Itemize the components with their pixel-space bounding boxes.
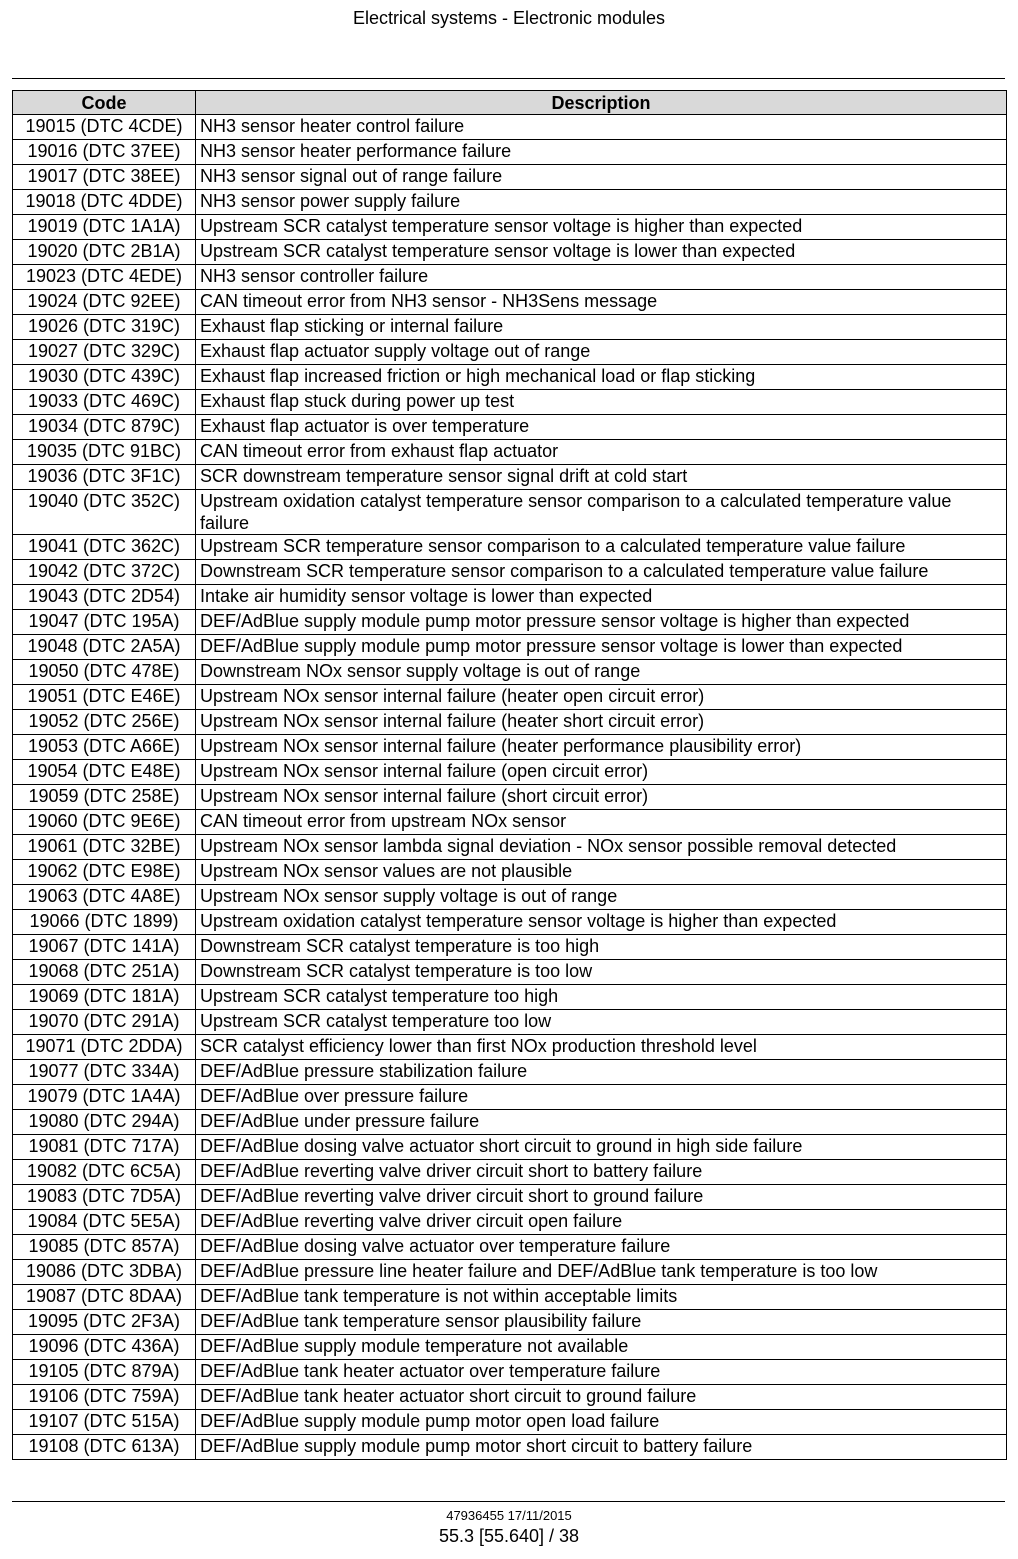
- fault-description-cell: NH3 sensor signal out of range failure: [196, 165, 1007, 190]
- fault-description-cell: CAN timeout error from exhaust flap actuator: [196, 440, 1007, 465]
- fault-description-cell: DEF/AdBlue reverting valve driver circuit short to ground failure: [196, 1185, 1007, 1210]
- table-row: [13, 935, 1007, 960]
- fault-description-cell: DEF/AdBlue under pressure failure: [196, 1110, 1007, 1135]
- fault-description-cell: Downstream SCR catalyst temperature is too low: [196, 960, 1007, 985]
- fault-code-cell: 19016 (DTC 37EE): [13, 140, 196, 165]
- page-header-title: Electrical systems - Electronic modules: [352, 8, 666, 28]
- fault-code-cell: 19047 (DTC 195A): [13, 610, 196, 635]
- table-row: [13, 535, 1007, 560]
- fault-code-cell: 19083 (DTC 7D5A): [13, 1185, 196, 1210]
- table-row: [13, 1360, 1007, 1385]
- fault-description-cell: NH3 sensor heater control failure: [196, 115, 1007, 140]
- fault-code-cell: 19105 (DTC 879A): [13, 1360, 196, 1385]
- fault-code-cell: 19087 (DTC 8DAA): [13, 1285, 196, 1310]
- table-row: [13, 1210, 1007, 1235]
- fault-code-cell: 19061 (DTC 32BE): [13, 835, 196, 860]
- fault-description-cell: SCR catalyst efficiency lower than first NOx production threshold level: [196, 1035, 1007, 1060]
- fault-code-cell: 19015 (DTC 4CDE): [13, 115, 196, 140]
- fault-code-cell: 19107 (DTC 515A): [13, 1410, 196, 1435]
- fault-code-cell: 19060 (DTC 9E6E): [13, 810, 196, 835]
- fault-code-cell: 19052 (DTC 256E): [13, 710, 196, 735]
- table-row: [13, 240, 1007, 265]
- fault-description-cell: DEF/AdBlue reverting valve driver circuit short to battery failure: [196, 1160, 1007, 1185]
- fault-description-cell: Upstream oxidation catalyst temperature sensor voltage is higher than expected: [196, 910, 1007, 935]
- fault-description-cell: DEF/AdBlue dosing valve actuator short circuit to ground in high side failure: [196, 1135, 1007, 1160]
- fault-code-cell: 19033 (DTC 469C): [13, 390, 196, 415]
- table-row: [13, 660, 1007, 685]
- fault-code-cell: 19066 (DTC 1899): [13, 910, 196, 935]
- table-row: [13, 1035, 1007, 1060]
- table-row: [13, 1185, 1007, 1210]
- table-row: [13, 885, 1007, 910]
- fault-code-cell: 19034 (DTC 879C): [13, 415, 196, 440]
- table-row: [13, 1085, 1007, 1110]
- fault-code-cell: 19071 (DTC 2DDA): [13, 1035, 196, 1060]
- fault-code-cell: 19023 (DTC 4EDE): [13, 265, 196, 290]
- table-row: [13, 490, 1007, 535]
- table-row: [13, 390, 1007, 415]
- table-row: [13, 1260, 1007, 1285]
- table-header-row: [13, 91, 1007, 115]
- table-row: [13, 315, 1007, 340]
- fault-code-cell: 19018 (DTC 4DDE): [13, 190, 196, 215]
- fault-description-cell: Exhaust flap actuator is over temperature: [196, 415, 1007, 440]
- fault-description-cell: Downstream SCR temperature sensor comparison to a calculated temperature value failure: [196, 560, 1007, 585]
- fault-code-cell: 19040 (DTC 352C): [13, 490, 196, 535]
- table-row: [13, 1410, 1007, 1435]
- header-divider: [12, 78, 1005, 79]
- fault-description-cell: Upstream NOx sensor internal failure (heater open circuit error): [196, 685, 1007, 710]
- table-row: [13, 710, 1007, 735]
- fault-description-cell: Exhaust flap increased friction or high mechanical load or flap sticking: [196, 365, 1007, 390]
- fault-code-cell: 19082 (DTC 6C5A): [13, 1160, 196, 1185]
- fault-description-cell: Upstream NOx sensor internal failure (open circuit error): [196, 760, 1007, 785]
- table-row: [13, 585, 1007, 610]
- fault-description-cell: NH3 sensor controller failure: [196, 265, 1007, 290]
- table-body: [13, 115, 1007, 1460]
- table-row: [13, 290, 1007, 315]
- fault-description-cell: DEF/AdBlue supply module pump motor pressure sensor voltage is higher than expected: [196, 610, 1007, 635]
- table-row: [13, 115, 1007, 140]
- fault-description-cell: Upstream NOx sensor internal failure (heater short circuit error): [196, 710, 1007, 735]
- table-row: [13, 610, 1007, 635]
- table-row: [13, 215, 1007, 240]
- table-row: [13, 415, 1007, 440]
- fault-code-cell: 19062 (DTC E98E): [13, 860, 196, 885]
- fault-description-cell: DEF/AdBlue pressure stabilization failure: [196, 1060, 1007, 1085]
- fault-description-cell: Upstream oxidation catalyst temperature sensor comparison to a calculated temperature value failure: [196, 490, 1007, 535]
- table-row: [13, 465, 1007, 490]
- fault-code-cell: 19017 (DTC 38EE): [13, 165, 196, 190]
- table-row: [13, 560, 1007, 585]
- table-row: [13, 165, 1007, 190]
- fault-code-cell: 19041 (DTC 362C): [13, 535, 196, 560]
- fault-description-cell: Upstream NOx sensor internal failure (short circuit error): [196, 785, 1007, 810]
- table-row: [13, 340, 1007, 365]
- fault-code-cell: 19077 (DTC 334A): [13, 1060, 196, 1085]
- table-row: [13, 1335, 1007, 1360]
- fault-description-cell: Upstream NOx sensor internal failure (heater performance plausibility error): [196, 735, 1007, 760]
- fault-description-cell: SCR downstream temperature sensor signal drift at cold start: [196, 465, 1007, 490]
- fault-code-cell: 19085 (DTC 857A): [13, 1235, 196, 1260]
- table-row: [13, 1310, 1007, 1335]
- fault-description-cell: DEF/AdBlue pressure line heater failure and DEF/AdBlue tank temperature is too low: [196, 1260, 1007, 1285]
- fault-description-cell: Exhaust flap actuator supply voltage out of range: [196, 340, 1007, 365]
- fault-description-cell: DEF/AdBlue supply module temperature not available: [196, 1335, 1007, 1360]
- table-row: [13, 910, 1007, 935]
- fault-code-cell: 19068 (DTC 251A): [13, 960, 196, 985]
- fault-code-cell: 19081 (DTC 717A): [13, 1135, 196, 1160]
- table-row: [13, 1010, 1007, 1035]
- fault-code-cell: 19070 (DTC 291A): [13, 1010, 196, 1035]
- fault-description-cell: Upstream NOx sensor values are not plausible: [196, 860, 1007, 885]
- fault-code-cell: 19106 (DTC 759A): [13, 1385, 196, 1410]
- table-row: [13, 785, 1007, 810]
- fault-code-cell: 19027 (DTC 329C): [13, 340, 196, 365]
- fault-description-cell: Exhaust flap stuck during power up test: [196, 390, 1007, 415]
- table-row: [13, 440, 1007, 465]
- fault-code-cell: 19096 (DTC 436A): [13, 1335, 196, 1360]
- fault-code-cell: 19079 (DTC 1A4A): [13, 1085, 196, 1110]
- fault-description-cell: Intake air humidity sensor voltage is lower than expected: [196, 585, 1007, 610]
- fault-description-cell: NH3 sensor heater performance failure: [196, 140, 1007, 165]
- fault-codes-table: [12, 90, 1007, 1460]
- table-row: [13, 760, 1007, 785]
- fault-description-cell: Upstream SCR temperature sensor comparison to a calculated temperature value failure: [196, 535, 1007, 560]
- table-row: [13, 985, 1007, 1010]
- fault-code-cell: 19035 (DTC 91BC): [13, 440, 196, 465]
- fault-code-cell: 19019 (DTC 1A1A): [13, 215, 196, 240]
- fault-description-cell: Exhaust flap sticking or internal failure: [196, 315, 1007, 340]
- table-row: [13, 190, 1007, 215]
- fault-code-cell: 19030 (DTC 439C): [13, 365, 196, 390]
- fault-code-cell: 19063 (DTC 4A8E): [13, 885, 196, 910]
- footer-divider: [12, 1501, 1005, 1502]
- fault-code-cell: 19026 (DTC 319C): [13, 315, 196, 340]
- fault-description-cell: Upstream NOx sensor supply voltage is out of range: [196, 885, 1007, 910]
- fault-code-cell: 19042 (DTC 372C): [13, 560, 196, 585]
- fault-description-cell: DEF/AdBlue supply module pump motor open load failure: [196, 1410, 1007, 1435]
- table-row: [13, 810, 1007, 835]
- fault-description-cell: Downstream SCR catalyst temperature is too high: [196, 935, 1007, 960]
- fault-description-cell: DEF/AdBlue reverting valve driver circuit open failure: [196, 1210, 1007, 1235]
- table-row: [13, 1285, 1007, 1310]
- fault-description-cell: NH3 sensor power supply failure: [196, 190, 1007, 215]
- table-row: [13, 265, 1007, 290]
- fault-code-cell: 19086 (DTC 3DBA): [13, 1260, 196, 1285]
- column-header-description: Description: [196, 91, 1007, 115]
- table-row: [13, 365, 1007, 390]
- table-row: [13, 1385, 1007, 1410]
- table-row: [13, 1060, 1007, 1085]
- fault-description-cell: DEF/AdBlue tank temperature is not within acceptable limits: [196, 1285, 1007, 1310]
- fault-code-cell: 19043 (DTC 2D54): [13, 585, 196, 610]
- fault-code-cell: 19108 (DTC 613A): [13, 1435, 196, 1460]
- fault-description-cell: CAN timeout error from upstream NOx sensor: [196, 810, 1007, 835]
- column-header-code: Code: [13, 91, 196, 115]
- table-row: [13, 1160, 1007, 1185]
- table-row: [13, 1135, 1007, 1160]
- table-row: [13, 685, 1007, 710]
- table-row: [13, 860, 1007, 885]
- table-row: [13, 960, 1007, 985]
- fault-code-cell: 19036 (DTC 3F1C): [13, 465, 196, 490]
- fault-code-cell: 19020 (DTC 2B1A): [13, 240, 196, 265]
- table-row: [13, 140, 1007, 165]
- table-row: [13, 635, 1007, 660]
- fault-code-cell: 19084 (DTC 5E5A): [13, 1210, 196, 1235]
- fault-description-cell: Upstream SCR catalyst temperature sensor voltage is lower than expected: [196, 240, 1007, 265]
- fault-code-cell: 19054 (DTC E48E): [13, 760, 196, 785]
- table-row: [13, 1110, 1007, 1135]
- fault-description-cell: DEF/AdBlue supply module pump motor pressure sensor voltage is lower than expected: [196, 635, 1007, 660]
- fault-code-cell: 19024 (DTC 92EE): [13, 290, 196, 315]
- fault-code-cell: 19059 (DTC 258E): [13, 785, 196, 810]
- table-row: [13, 1435, 1007, 1460]
- fault-description-cell: Upstream SCR catalyst temperature too high: [196, 985, 1007, 1010]
- fault-code-cell: 19053 (DTC A66E): [13, 735, 196, 760]
- table-row: [13, 835, 1007, 860]
- fault-description-cell: DEF/AdBlue tank temperature sensor plausibility failure: [196, 1310, 1007, 1335]
- table-row: [13, 1235, 1007, 1260]
- fault-code-cell: 19095 (DTC 2F3A): [13, 1310, 196, 1335]
- fault-code-cell: 19069 (DTC 181A): [13, 985, 196, 1010]
- fault-description-cell: DEF/AdBlue dosing valve actuator over temperature failure: [196, 1235, 1007, 1260]
- fault-description-cell: Upstream SCR catalyst temperature too low: [196, 1010, 1007, 1035]
- fault-description-cell: DEF/AdBlue supply module pump motor short circuit to battery failure: [196, 1435, 1007, 1460]
- footer-page-reference: 55.3 [55.640] / 38: [438, 1526, 580, 1546]
- footer-document-reference: 47936455 17/11/2015: [446, 1508, 572, 1523]
- fault-code-cell: 19067 (DTC 141A): [13, 935, 196, 960]
- fault-description-cell: CAN timeout error from NH3 sensor - NH3Sens message: [196, 290, 1007, 315]
- fault-description-cell: Downstream NOx sensor supply voltage is out of range: [196, 660, 1007, 685]
- fault-code-cell: 19050 (DTC 478E): [13, 660, 196, 685]
- fault-description-cell: Upstream NOx sensor lambda signal deviation - NOx sensor possible removal detected: [196, 835, 1007, 860]
- fault-description-cell: DEF/AdBlue over pressure failure: [196, 1085, 1007, 1110]
- fault-code-cell: 19080 (DTC 294A): [13, 1110, 196, 1135]
- fault-description-cell: DEF/AdBlue tank heater actuator over temperature failure: [196, 1360, 1007, 1385]
- fault-code-cell: 19048 (DTC 2A5A): [13, 635, 196, 660]
- table-row: [13, 735, 1007, 760]
- fault-description-cell: Upstream SCR catalyst temperature sensor voltage is higher than expected: [196, 215, 1007, 240]
- fault-description-cell: DEF/AdBlue tank heater actuator short circuit to ground failure: [196, 1385, 1007, 1410]
- fault-code-cell: 19051 (DTC E46E): [13, 685, 196, 710]
